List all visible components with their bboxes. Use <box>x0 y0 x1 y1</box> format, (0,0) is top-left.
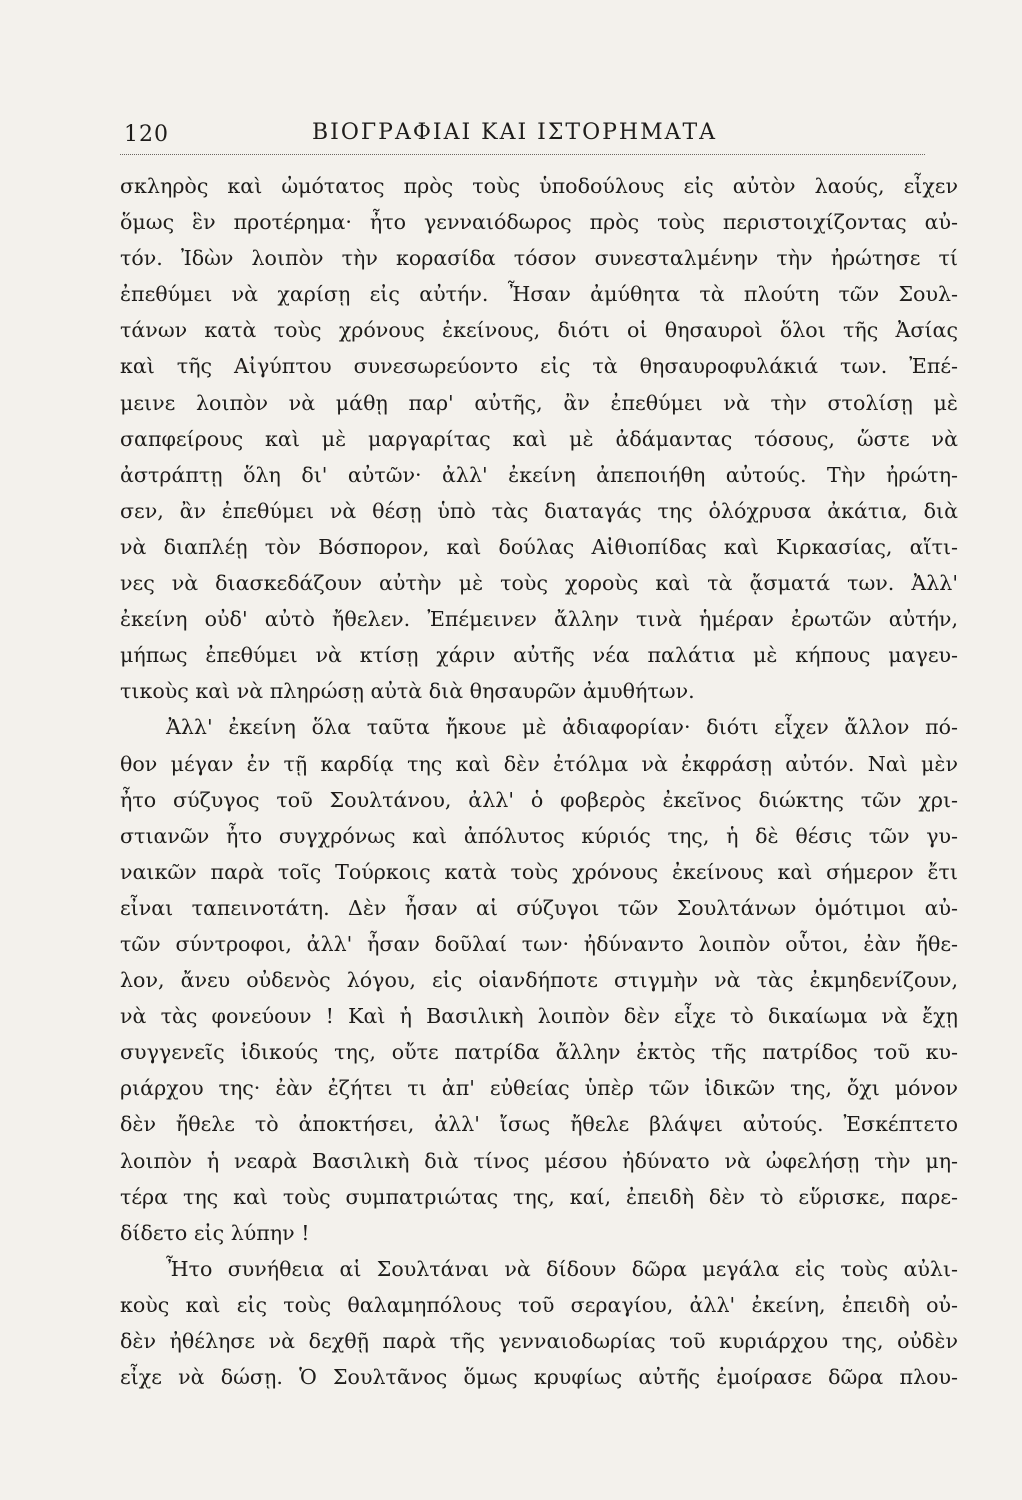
text-line: νὰ διαπλέῃ τὸν Βόσπορον, καὶ δούλας Αἰθιοπίδας καὶ Κιρκασίας, αἵτι- <box>120 534 958 559</box>
text-line: δὲν ἤθελε τὸ ἀποκτήσει, ἀλλ' ἴσως ἤθελε βλάψει αὐτούς. Ἐσκέπτετο <box>120 1112 958 1137</box>
text-line: τάνων κατὰ τοὺς χρόνους ἐκείνους, διότι οἱ θησαυροὶ ὅλοι τῆς Ἀσίας <box>120 318 958 343</box>
text-line: σεν, ἂν ἐπεθύμει νὰ θέσῃ ὑπὸ τὰς διαταγάς της ὁλόχρυσα ἀκάτια, διὰ <box>120 498 958 523</box>
body-text <box>120 168 958 1395</box>
text-line: ἦτο σύζυγος τοῦ Σουλτάνου, ἀλλ' ὁ φοβερὸς ἐκεῖνος διώκτης τῶν χρι- <box>120 787 958 812</box>
text-line: ἐκείνη οὐδ' αὐτὸ ἤθελεν. Ἐπέμεινεν ἄλλην τινὰ ἡμέραν ἐρωτῶν αὐτήν, <box>120 607 958 632</box>
page-number: 120 <box>124 122 169 147</box>
text-line: καὶ τῆς Αἰγύπτου συνεσωρεύοντο εἰς τὰ θησαυροφυλάκιά των. Ἐπέ- <box>120 354 958 379</box>
text-line: μεινε λοιπὸν νὰ μάθῃ παρ' αὐτῆς, ἂν ἐπεθύμει νὰ τὴν στολίσῃ μὲ <box>120 390 958 415</box>
text-line: τικοὺς καὶ νὰ πληρώσῃ αὐτὰ διὰ θησαυρῶν ἀμυθήτων. <box>120 679 695 704</box>
text-line: ριάρχου της· ἐὰν ἐζήτει τι ἀπ' εὐθείας ὑπὲρ τῶν ἰδικῶν της, ὄχι μόνον <box>120 1076 958 1101</box>
text-line: θον μέγαν ἐν τῇ καρδίᾳ της καὶ δὲν ἐτόλμα νὰ ἐκφράσῃ αὐτόν. Ναὶ μὲν <box>120 751 958 776</box>
page-header <box>120 112 925 152</box>
text-line: τόν. Ἰδὼν λοιπὸν τὴν κορασίδα τόσον συνεσταλμένην τὴν ἠρώτησε τί <box>120 246 958 271</box>
text-line: νὰ τὰς φονεύουν ! Καὶ ἡ Βασιλικὴ λοιπὸν δὲν εἶχε τὸ δικαίωμα νὰ ἔχῃ <box>120 1004 958 1029</box>
text-line: Ἀλλ' ἐκείνη ὅλα ταῦτα ἤκουε μὲ ἀδιαφορίαν· διότι εἶχεν ἄλλον πό- <box>166 715 958 740</box>
text-line: λοιπὸν ἡ νεαρὰ Βασιλικὴ διὰ τίνος μέσου ἠδύνατο νὰ ὠφελήσῃ τὴν μη- <box>120 1148 958 1173</box>
text-line: δίδετο εἰς λύπην ! <box>120 1220 310 1245</box>
header-rule <box>120 154 925 155</box>
text-line: εἶναι ταπεινοτάτη. Δὲν ἦσαν αἱ σύζυγοι τῶν Σουλτάνων ὁμότιμοι αὐ- <box>120 895 958 920</box>
text-line: νες νὰ διασκεδάζουν αὐτὴν μὲ τοὺς χοροὺς καὶ τὰ ᾄσματά των. Ἀλλ' <box>120 571 958 596</box>
text-line: μήπως ἐπεθύμει νὰ κτίσῃ χάριν αὐτῆς νέα παλάτια μὲ κήπους μαγευ- <box>120 643 958 668</box>
running-title: ΒΙΟΓΡΑΦΙΑΙ ΚΑΙ ΙΣΤΟΡΗΜΑΤΑ <box>312 120 718 145</box>
text-line: τέρα της καὶ τοὺς συμπατριώτας της, καί, ἐπειδὴ δὲν τὸ εὕρισκε, παρε- <box>120 1184 958 1209</box>
text-line: δὲν ἠθέλησε νὰ δεχθῇ παρὰ τῆς γενναιοδωρίας τοῦ κυριάρχου της, οὐδὲν <box>120 1329 958 1353</box>
text-line: σαπφείρους καὶ μὲ μαργαρίτας καὶ μὲ ἀδάμαντας τόσους, ὥστε νὰ <box>120 426 958 451</box>
text-line: λον, ἄνευ οὐδενὸς λόγου, εἰς οἱανδήποτε στιγμὴν νὰ τὰς ἐκμηδενίζουν, <box>120 968 958 993</box>
text-line: ἐπεθύμει νὰ χαρίσῃ εἰς αὐτήν. Ἦσαν ἀμύθητα τὰ πλούτη τῶν Σουλ- <box>120 282 958 307</box>
text-line: Ἦτο συνήθεια αἱ Σουλτάναι νὰ δίδουν δῶρα μεγάλα εἰς τοὺς αὐλι- <box>166 1256 958 1281</box>
text-line: ὅμως ἓν προτέρημα· ἦτο γενναιόδωρος πρὸς τοὺς περιστοιχίζοντας αὐ- <box>120 210 958 235</box>
text-line: συγγενεῖς ἰδικούς της, οὔτε πατρίδα ἄλλην ἐκτὸς τῆς πατρίδος τοῦ κυ- <box>120 1040 958 1065</box>
text-line: εἶχε νὰ δώσῃ. Ὁ Σουλτᾶνος ὅμως κρυφίως αὐτῆς ἐμοίρασε δῶρα πλου- <box>120 1365 958 1390</box>
text-line: ἀστράπτῃ ὅλη δι' αὐτῶν· ἀλλ' ἐκείνη ἀπεποιήθη αὐτούς. Τὴν ἠρώτη- <box>120 462 958 487</box>
text-line: ναικῶν παρὰ τοῖς Τούρκοις κατὰ τοὺς χρόνους ἐκείνους καὶ σήμερον ἔτι <box>120 859 958 884</box>
text-line: στιανῶν ἦτο συγχρόνως καὶ ἀπόλυτος κύριός της, ἡ δὲ θέσις τῶν γυ- <box>120 823 958 848</box>
text-line: κοὺς καὶ εἰς τοὺς θαλαμηπόλους τοῦ σεραγίου, ἀλλ' ἐκείνη, ἐπειδὴ οὐ- <box>120 1292 958 1317</box>
text-line: τῶν σύντροφοι, ἀλλ' ἦσαν δοῦλαί των· ἠδύναντο λοιπὸν οὗτοι, ἐὰν ἤθε- <box>120 931 958 956</box>
text-line: σκληρὸς καὶ ὠμότατος πρὸς τοὺς ὑποδούλους εἰς αὐτὸν λαούς, εἶχεν <box>120 174 958 198</box>
